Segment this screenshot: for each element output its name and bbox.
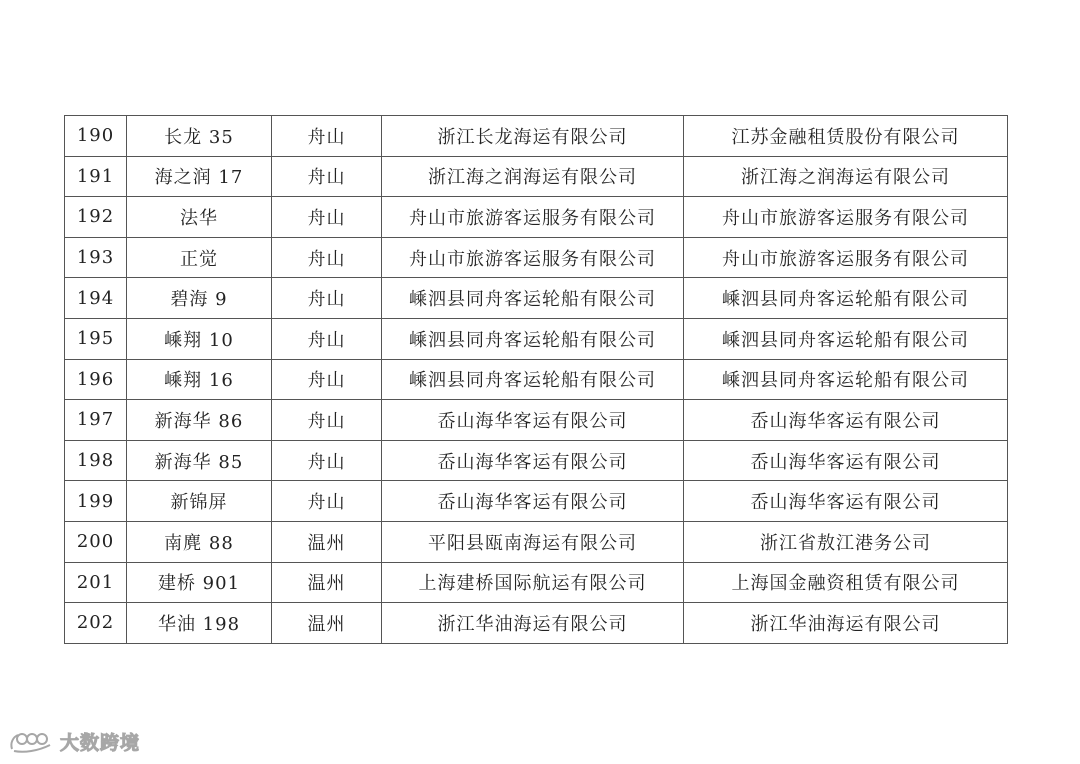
cell-owner: 浙江华油海运有限公司 bbox=[684, 603, 1008, 644]
ship-registry-table-container bbox=[64, 115, 1007, 644]
cell-owner: 舟山市旅游客运服务有限公司 bbox=[684, 197, 1008, 238]
ship-registry-table bbox=[64, 115, 1008, 644]
cell-ship-name: 长龙 35 bbox=[127, 116, 272, 157]
cell-port: 温州 bbox=[272, 521, 382, 562]
cell-ship-name: 嵊翔 10 bbox=[127, 318, 272, 359]
cell-operator: 舟山市旅游客运服务有限公司 bbox=[382, 197, 684, 238]
table-row bbox=[65, 237, 1008, 278]
cell-no: 190 bbox=[65, 116, 127, 157]
cell-operator: 岙山海华客运有限公司 bbox=[382, 400, 684, 441]
cell-no: 199 bbox=[65, 481, 127, 522]
cell-ship-name: 正觉 bbox=[127, 237, 272, 278]
cell-no: 193 bbox=[65, 237, 127, 278]
cell-ship-name: 海之润 17 bbox=[127, 156, 272, 197]
cell-no: 192 bbox=[65, 197, 127, 238]
cell-operator: 平阳县瓯南海运有限公司 bbox=[382, 521, 684, 562]
cell-ship-name: 新锦屏 bbox=[127, 481, 272, 522]
cell-owner: 浙江海之润海运有限公司 bbox=[684, 156, 1008, 197]
cell-ship-name: 建桥 901 bbox=[127, 562, 272, 603]
table-row bbox=[65, 278, 1008, 319]
cell-no: 202 bbox=[65, 603, 127, 644]
cell-owner: 上海国金融资租赁有限公司 bbox=[684, 562, 1008, 603]
cell-owner: 岙山海华客运有限公司 bbox=[684, 440, 1008, 481]
table-row bbox=[65, 359, 1008, 400]
cell-port: 舟山 bbox=[272, 197, 382, 238]
table-row bbox=[65, 521, 1008, 562]
cell-owner: 嵊泗县同舟客运轮船有限公司 bbox=[684, 359, 1008, 400]
cell-operator: 岙山海华客运有限公司 bbox=[382, 481, 684, 522]
cell-ship-name: 南麂 88 bbox=[127, 521, 272, 562]
cell-operator: 嵊泗县同舟客运轮船有限公司 bbox=[382, 318, 684, 359]
cell-port: 舟山 bbox=[272, 156, 382, 197]
cell-operator: 嵊泗县同舟客运轮船有限公司 bbox=[382, 359, 684, 400]
cell-owner: 岙山海华客运有限公司 bbox=[684, 400, 1008, 441]
cell-operator: 上海建桥国际航运有限公司 bbox=[382, 562, 684, 603]
cell-owner: 嵊泗县同舟客运轮船有限公司 bbox=[684, 318, 1008, 359]
cell-no: 196 bbox=[65, 359, 127, 400]
cell-no: 198 bbox=[65, 440, 127, 481]
cell-no: 200 bbox=[65, 521, 127, 562]
table-row bbox=[65, 156, 1008, 197]
cell-no: 195 bbox=[65, 318, 127, 359]
cell-port: 舟山 bbox=[272, 400, 382, 441]
cell-port: 舟山 bbox=[272, 278, 382, 319]
table-row bbox=[65, 603, 1008, 644]
watermark-text: 大数跨境 bbox=[60, 732, 141, 754]
cell-ship-name: 新海华 86 bbox=[127, 400, 272, 441]
cell-owner: 嵊泗县同舟客运轮船有限公司 bbox=[684, 278, 1008, 319]
cell-no: 197 bbox=[65, 400, 127, 441]
cell-no: 191 bbox=[65, 156, 127, 197]
watermark bbox=[8, 728, 140, 755]
cell-port: 温州 bbox=[272, 603, 382, 644]
cell-port: 舟山 bbox=[272, 440, 382, 481]
cell-operator: 舟山市旅游客运服务有限公司 bbox=[382, 237, 684, 278]
cell-operator: 浙江华油海运有限公司 bbox=[382, 603, 684, 644]
cell-port: 舟山 bbox=[272, 116, 382, 157]
cell-port: 舟山 bbox=[272, 481, 382, 522]
table-row bbox=[65, 116, 1008, 157]
table-row bbox=[65, 400, 1008, 441]
table-row bbox=[65, 440, 1008, 481]
cell-owner: 舟山市旅游客运服务有限公司 bbox=[684, 237, 1008, 278]
cell-ship-name: 华油 198 bbox=[127, 603, 272, 644]
cell-ship-name: 嵊翔 16 bbox=[127, 359, 272, 400]
cell-owner: 浙江省敖江港务公司 bbox=[684, 521, 1008, 562]
table-row bbox=[65, 197, 1008, 238]
cell-operator: 浙江海之润海运有限公司 bbox=[382, 156, 684, 197]
watermark-logo-icon bbox=[8, 729, 54, 755]
cell-no: 194 bbox=[65, 278, 127, 319]
cell-operator: 嵊泗县同舟客运轮船有限公司 bbox=[382, 278, 684, 319]
cell-operator: 岙山海华客运有限公司 bbox=[382, 440, 684, 481]
cell-owner: 江苏金融租赁股份有限公司 bbox=[684, 116, 1008, 157]
cell-owner: 岙山海华客运有限公司 bbox=[684, 481, 1008, 522]
cell-port: 舟山 bbox=[272, 237, 382, 278]
table-row bbox=[65, 318, 1008, 359]
table-row bbox=[65, 562, 1008, 603]
cell-port: 舟山 bbox=[272, 318, 382, 359]
table-row bbox=[65, 481, 1008, 522]
cell-ship-name: 新海华 85 bbox=[127, 440, 272, 481]
cell-ship-name: 碧海 9 bbox=[127, 278, 272, 319]
cell-ship-name: 法华 bbox=[127, 197, 272, 238]
cell-operator: 浙江长龙海运有限公司 bbox=[382, 116, 684, 157]
cell-port: 舟山 bbox=[272, 359, 382, 400]
cell-no: 201 bbox=[65, 562, 127, 603]
cell-port: 温州 bbox=[272, 562, 382, 603]
